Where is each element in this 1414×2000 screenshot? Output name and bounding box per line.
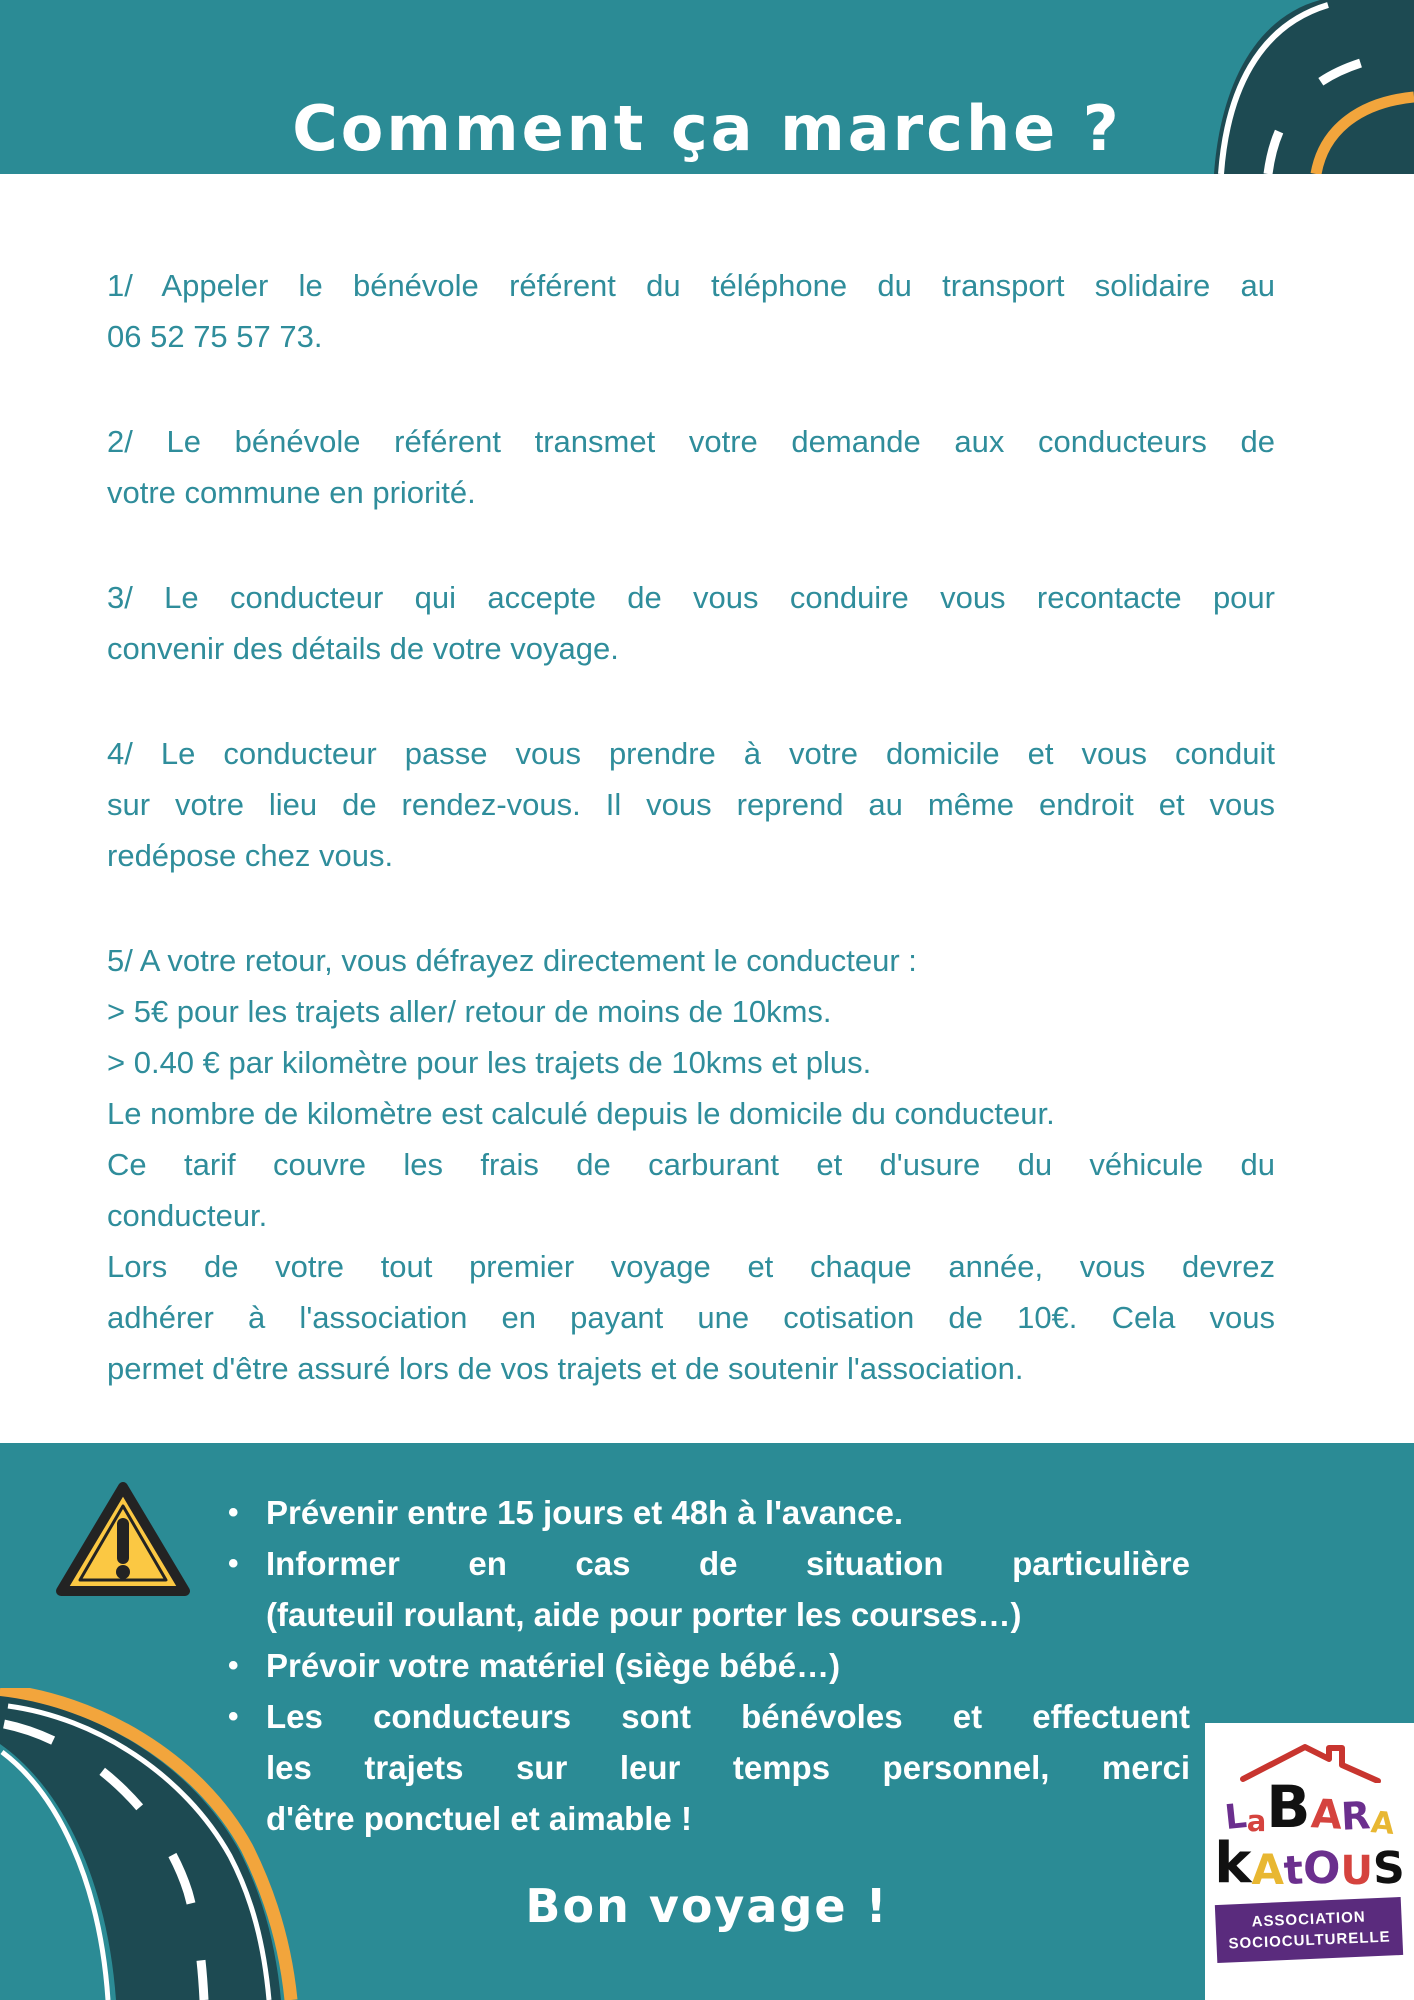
step-line: sur votre lieu de rendez-vous. Il vous reprend au même endroit et vous bbox=[107, 787, 1275, 822]
notice-item bbox=[228, 1691, 1190, 1844]
logo-letter: B bbox=[1266, 1772, 1311, 1841]
step-line: 3/ Le conducteur qui accepte de vous conduire vous recontacte pour bbox=[107, 580, 1275, 615]
logo-letter: A bbox=[1309, 1791, 1343, 1839]
step-2-text bbox=[107, 416, 1275, 518]
step-3-text bbox=[107, 572, 1275, 674]
road-curve-bottom-left-icon bbox=[0, 1688, 300, 2000]
logo-letter: S bbox=[1372, 1842, 1406, 1895]
bullet-icon: • bbox=[228, 1700, 239, 1733]
notice-line: d'être ponctuel et aimable ! bbox=[266, 1800, 692, 1837]
banner-line: SOCIOCULTURELLE bbox=[1228, 1928, 1392, 1953]
step-4-text bbox=[107, 728, 1275, 881]
step-line: Ce tarif couvre les frais de carburant et d'usure du véhicule du bbox=[107, 1147, 1275, 1182]
bullet-icon: • bbox=[228, 1547, 239, 1580]
step-line: permet d'être assuré lors de vos trajets et de soutenir l'association. bbox=[107, 1351, 1024, 1386]
logo-letter: k bbox=[1214, 1830, 1252, 1896]
logo-letter: O bbox=[1301, 1842, 1342, 1896]
step-line: adhérer à l'association en payant une cotisation de 10€. Cela vous bbox=[107, 1300, 1275, 1335]
association-logo bbox=[1205, 1723, 1414, 2000]
step-line: redépose chez vous. bbox=[107, 838, 394, 873]
notice-item bbox=[228, 1538, 1190, 1640]
notice-line: Prévenir entre 15 jours et 48h à l'avance. bbox=[266, 1494, 904, 1531]
step-line: > 0.40 € par kilomètre pour les trajets de 10kms et plus. bbox=[107, 1045, 872, 1080]
step-line: conducteur. bbox=[107, 1198, 268, 1233]
logo-letter: L bbox=[1222, 1796, 1249, 1839]
notice-line: les trajets sur leur temps personnel, merci bbox=[266, 1749, 1190, 1786]
logo-letter: R bbox=[1340, 1793, 1372, 1839]
banner-line: ASSOCIATION bbox=[1251, 1908, 1367, 1931]
step-line: 06 52 75 57 73. bbox=[107, 319, 323, 354]
step-line: votre commune en priorité. bbox=[107, 475, 476, 510]
page-title: Comment ça marche ? bbox=[292, 92, 1122, 166]
step-line: Lors de votre tout premier voyage et chaque année, vous devrez bbox=[107, 1249, 1275, 1284]
logo-word-labara bbox=[1205, 1772, 1414, 1842]
notice-line: Informer en cas de situation particulière bbox=[266, 1545, 1190, 1582]
logo-banner bbox=[1215, 1897, 1404, 1963]
step-5-text bbox=[107, 935, 1275, 1394]
notice-line: (fauteuil roulant, aide pour porter les courses…) bbox=[266, 1596, 1022, 1633]
farewell-text: Bon voyage ! bbox=[525, 1879, 889, 1933]
notice-line: Les conducteurs sont bénévoles et effectuent bbox=[266, 1698, 1190, 1735]
logo-letter: A bbox=[1251, 1845, 1285, 1895]
bullet-icon: • bbox=[228, 1496, 239, 1529]
logo-letter: U bbox=[1340, 1848, 1374, 1894]
notice-item bbox=[228, 1640, 1190, 1691]
logo-letter: t bbox=[1282, 1847, 1305, 1895]
step-line: convenir des détails de votre voyage. bbox=[107, 631, 619, 666]
step-line: Le nombre de kilomètre est calculé depuis le domicile du conducteur. bbox=[107, 1096, 1055, 1131]
logo-letter: a bbox=[1246, 1803, 1267, 1838]
notice-item bbox=[228, 1487, 1190, 1538]
header-band bbox=[0, 0, 1414, 174]
steps-section bbox=[107, 260, 1275, 1394]
notice-line: Prévoir votre matériel (siège bébé…) bbox=[266, 1647, 841, 1684]
notices-list bbox=[228, 1487, 1190, 1844]
step-line: > 5€ pour les trajets aller/ retour de moins de 10kms. bbox=[107, 994, 832, 1029]
step-line: 5/ A votre retour, vous défrayez directement le conducteur : bbox=[107, 943, 917, 978]
step-line: 1/ Appeler le bénévole référent du téléphone du transport solidaire au bbox=[107, 268, 1275, 303]
step-1-text bbox=[107, 260, 1275, 362]
step-line: 4/ Le conducteur passe vous prendre à votre domicile et vous conduit bbox=[107, 736, 1275, 771]
logo-letter: A bbox=[1369, 1805, 1396, 1842]
warning-triangle-icon bbox=[53, 1477, 193, 1603]
bullet-icon: • bbox=[228, 1649, 239, 1682]
footer-band bbox=[0, 1443, 1414, 2000]
step-line: 2/ Le bénévole référent transmet votre demande aux conducteurs de bbox=[107, 424, 1275, 459]
